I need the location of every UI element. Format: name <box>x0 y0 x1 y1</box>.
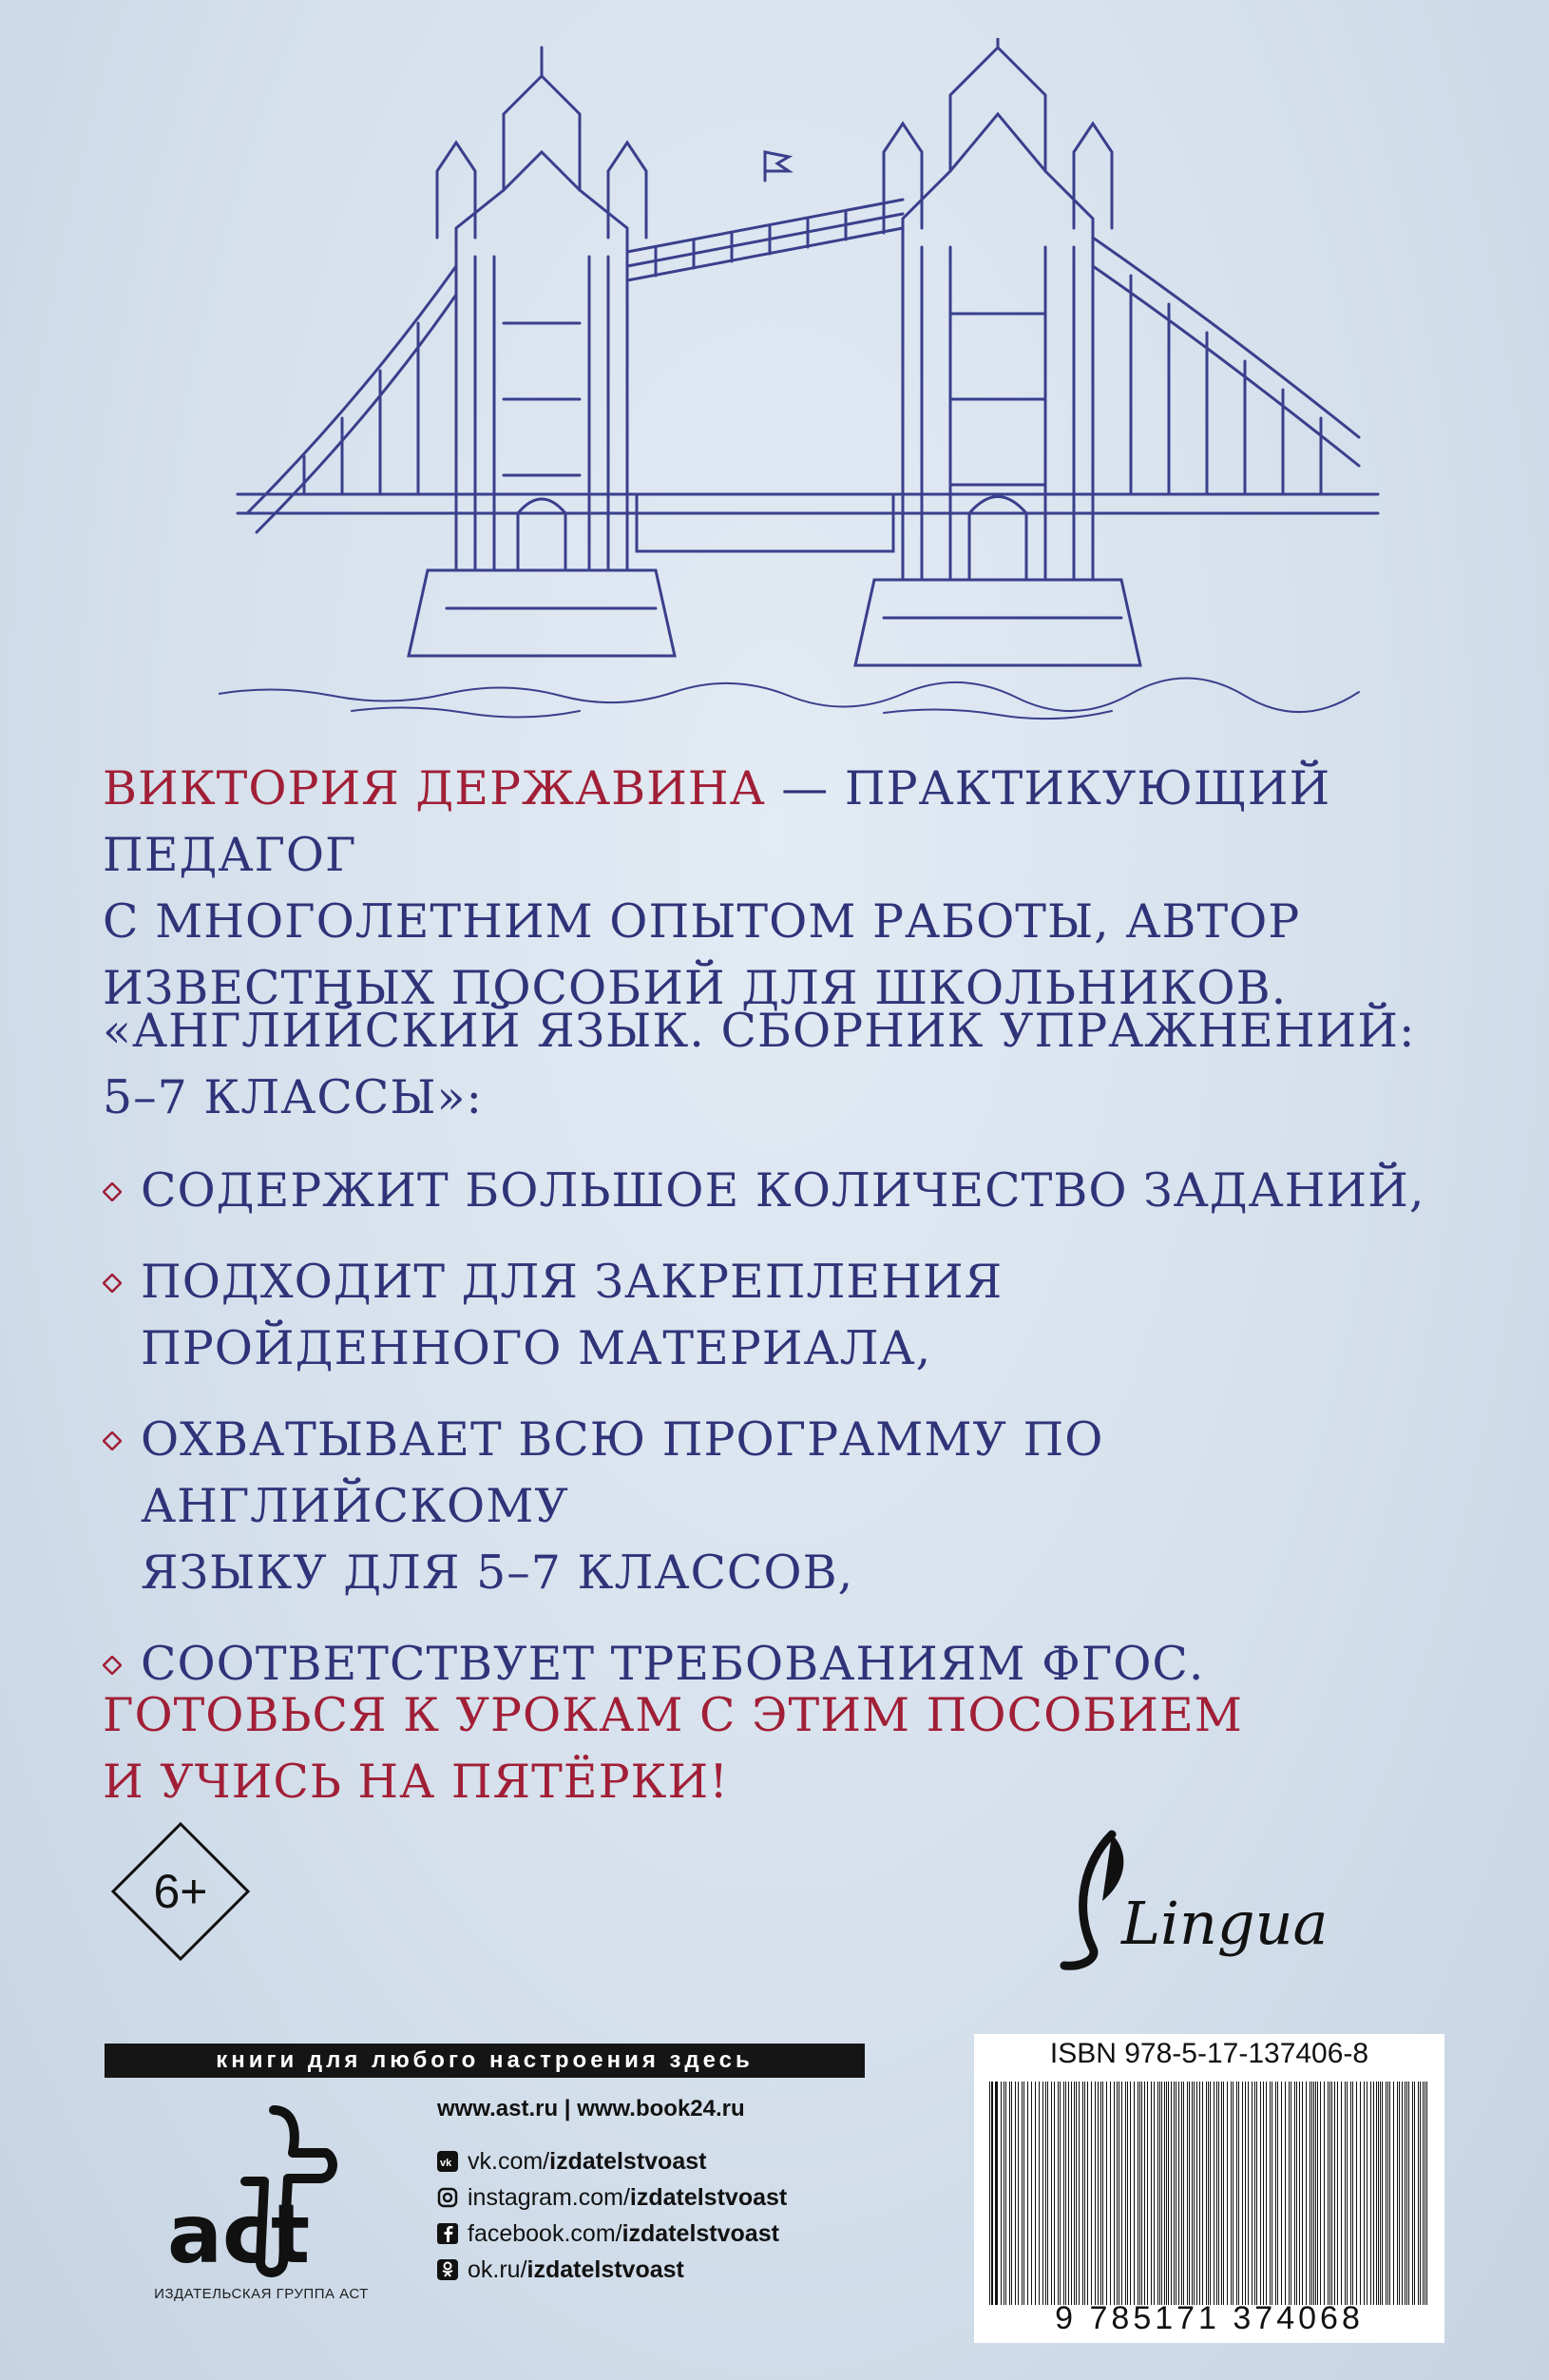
barcode-bar <box>1079 2082 1080 2305</box>
lingua-logo <box>1045 1825 1330 1977</box>
barcode-bar <box>1341 2082 1342 2305</box>
slogan-line: ГОТОВЬСЯ К УРОКАМ С ЭТИМ ПОСОБИЕМ <box>103 1688 1243 1742</box>
barcode-bar <box>1023 2082 1024 2305</box>
barcode-bar <box>1370 2082 1371 2305</box>
barcode-bar <box>1376 2082 1377 2305</box>
barcode-bar <box>1018 2082 1019 2305</box>
feature-text: ЯЗЫКУ ДЛЯ 5–7 КЛАССОВ, <box>141 1545 854 1600</box>
barcode-bar <box>1256 2082 1257 2305</box>
barcode-bar <box>1331 2082 1332 2305</box>
barcode-bar <box>1125 2082 1126 2305</box>
barcode-bar <box>1091 2082 1092 2305</box>
barcode-bar <box>1095 2082 1096 2305</box>
feature-text: ОХВАТЫВАЕТ ВСЮ ПРОГРАММУ ПО АНГЛИЙСКОМУ <box>141 1412 1104 1533</box>
barcode-bar <box>1302 2082 1303 2305</box>
barcode-bar <box>1281 2082 1282 2305</box>
ok-icon <box>437 2259 458 2280</box>
barcode-bar <box>1106 2082 1107 2305</box>
barcode-bar <box>1263 2082 1264 2305</box>
book-title <box>103 998 1490 1131</box>
barcode-bar <box>1063 2082 1064 2305</box>
barcode-bar <box>1364 2082 1365 2305</box>
barcode-bar <box>1296 2082 1297 2305</box>
barcode-bar <box>1027 2082 1028 2305</box>
barcode-bar <box>1001 2082 1002 2305</box>
barcode-bar <box>1412 2082 1413 2305</box>
barcode <box>985 2082 1433 2305</box>
isbn-block <box>974 2034 1444 2343</box>
facebook-icon <box>437 2223 458 2244</box>
barcode-bar <box>1248 2082 1249 2305</box>
barcode-bar <box>1418 2082 1419 2305</box>
barcode-bar <box>1117 2082 1118 2305</box>
barcode-bar <box>1252 2082 1253 2305</box>
diamond-bullet-icon <box>103 1431 122 1450</box>
barcode-bar <box>1042 2082 1043 2305</box>
barcode-bar <box>1352 2082 1353 2305</box>
barcode-bar <box>1378 2082 1379 2305</box>
barcode-bar <box>1356 2082 1357 2305</box>
feature-item <box>103 1407 1528 1606</box>
ast-logo <box>160 2101 340 2281</box>
barcode-bar <box>1087 2082 1088 2305</box>
barcode-bar <box>1324 2082 1325 2305</box>
slogan <box>103 1682 1243 1815</box>
barcode-bar <box>1178 2082 1179 2305</box>
barcode-bar <box>1183 2082 1184 2305</box>
barcode-bar <box>1071 2082 1072 2305</box>
barcode-bar <box>989 2082 990 2305</box>
barcode-bar <box>1194 2082 1195 2305</box>
barcode-bar <box>1082 2082 1083 2305</box>
barcode-bar <box>1223 2082 1224 2305</box>
barcode-bar <box>1242 2082 1243 2305</box>
barcode-bar <box>1208 2082 1209 2305</box>
barcode-bar <box>1311 2082 1312 2305</box>
barcode-bar <box>1405 2082 1406 2305</box>
barcode-bar <box>1254 2082 1255 2305</box>
social-link-vk[interactable]: vk vk.com/ izdatelstvoast <box>437 2143 787 2179</box>
barcode-bar <box>1329 2082 1330 2305</box>
author-desc-line: С МНОГОЛЕТНИМ ОПЫТОМ РАБОТЫ, АВТОР <box>103 894 1301 949</box>
barcode-bar <box>1187 2082 1188 2305</box>
author-name: ВИКТОРИЯ ДЕРЖАВИНА <box>103 761 766 816</box>
barcode-bar <box>1350 2082 1351 2305</box>
barcode-bar <box>1260 2082 1261 2305</box>
barcode-bar <box>1039 2082 1040 2305</box>
barcode-bar <box>1060 2082 1061 2305</box>
barcode-bar <box>1373 2082 1374 2305</box>
barcode-bar <box>1054 2082 1055 2305</box>
barcode-bar <box>1210 2082 1211 2305</box>
barcode-bar <box>1277 2082 1278 2305</box>
feature-text: ПРОЙДЕННОГО МАТЕРИАЛА, <box>141 1321 932 1375</box>
barcode-bar <box>1011 2082 1012 2305</box>
barcode-bar <box>1289 2082 1290 2305</box>
feature-item <box>103 1249 1528 1382</box>
svg-text:Lingua: Lingua <box>1121 1889 1329 1958</box>
barcode-bar <box>1337 2082 1338 2305</box>
barcode-bar <box>1045 2082 1046 2305</box>
barcode-bar <box>1031 2082 1032 2305</box>
barcode-bar <box>1102 2082 1103 2305</box>
barcode-bar <box>1414 2082 1415 2305</box>
barcode-bar <box>1159 2082 1160 2305</box>
diamond-bullet-icon <box>103 1182 122 1201</box>
barcode-bar <box>1192 2082 1193 2305</box>
barcode-bar <box>1423 2082 1424 2305</box>
barcode-bar <box>1387 2082 1388 2305</box>
social-link-facebook[interactable]: facebook.com/ izdatelstvoast <box>437 2216 787 2252</box>
barcode-bar <box>1035 2082 1036 2305</box>
barcode-bar <box>1360 2082 1361 2305</box>
barcode-bar <box>1164 2082 1165 2305</box>
barcode-bar <box>1402 2082 1403 2305</box>
barcode-bar <box>1270 2082 1271 2305</box>
barcode-bar <box>1144 2082 1145 2305</box>
barcode-bar <box>1154 2082 1155 2305</box>
barcode-bar <box>1231 2082 1232 2305</box>
barcode-bar <box>1393 2082 1394 2305</box>
tower-bridge-illustration <box>219 38 1397 722</box>
barcode-bar <box>1315 2082 1316 2305</box>
barcode-bar <box>1313 2082 1314 2305</box>
barcode-bar <box>1380 2082 1381 2305</box>
tagline-bar: книги для любого настроения здесь <box>105 2044 865 2078</box>
barcode-bar <box>1181 2082 1182 2305</box>
barcode-bar <box>1408 2082 1409 2305</box>
barcode-bar <box>1238 2082 1239 2305</box>
barcode-bar <box>1168 2082 1169 2305</box>
book-title-line: 5–7 КЛАССЫ»: <box>103 1070 484 1124</box>
age-rating-badge <box>109 1820 252 1963</box>
svg-text:act: act <box>167 2187 311 2281</box>
feature-text: ПОДХОДИТ ДЛЯ ЗАКРЕПЛЕНИЯ <box>141 1255 1004 1309</box>
barcode-bar <box>1202 2082 1203 2305</box>
barcode-bar <box>1266 2082 1267 2305</box>
barcode-bar <box>1015 2082 1016 2305</box>
barcode-bar <box>1275 2082 1276 2305</box>
barcode-bar <box>1345 2082 1346 2305</box>
barcode-bar <box>995 2082 998 2305</box>
author-desc-line: ИЗВЕСТНЫХ ПОСОБИЙ ДЛЯ ШКОЛЬНИКОВ. <box>103 961 1288 1015</box>
barcode-bar <box>1110 2082 1111 2305</box>
barcode-bar <box>1022 2082 1023 2305</box>
barcode-bar <box>1294 2082 1295 2305</box>
barcode-bar <box>1320 2082 1321 2305</box>
feature-list <box>141 1158 1528 1698</box>
barcode-bar <box>1076 2082 1077 2305</box>
barcode-bar <box>1426 2082 1427 2305</box>
barcode-bar <box>1399 2082 1400 2305</box>
publisher-sites[interactable]: www.ast.ru | www.book24.ru <box>437 2096 745 2121</box>
social-link-instagram[interactable]: instagram.com/ izdatelstvoast <box>437 2179 787 2216</box>
barcode-bar <box>1084 2082 1085 2305</box>
social-links <box>437 2143 787 2288</box>
slogan-line: И УЧИСЬ НА ПЯТЁРКИ! <box>103 1755 729 1809</box>
barcode-bar <box>1216 2082 1217 2305</box>
barcode-bar <box>1382 2082 1383 2305</box>
barcode-bar <box>1406 2082 1407 2305</box>
ast-caption: ИЗДАТЕЛЬСКАЯ ГРУППА АСТ <box>154 2286 369 2302</box>
barcode-bar <box>1134 2082 1135 2305</box>
barcode-bar <box>1189 2082 1190 2305</box>
barcode-bar <box>1157 2082 1158 2305</box>
barcode-bar <box>1285 2082 1286 2305</box>
barcode-bar <box>1005 2082 1006 2305</box>
barcode-bar <box>1166 2082 1167 2305</box>
barcode-bar <box>1130 2082 1131 2305</box>
barcode-bar <box>1147 2082 1148 2305</box>
diamond-bullet-icon <box>103 1656 122 1675</box>
barcode-bar <box>1334 2082 1335 2305</box>
barcode-bar <box>1347 2082 1348 2305</box>
barcode-bar <box>1317 2082 1318 2305</box>
barcode-bar <box>1141 2082 1142 2305</box>
barcode-bar <box>1098 2082 1099 2305</box>
barcode-bar <box>1127 2082 1128 2305</box>
feature-text: СОДЕРЖИТ БОЛЬШОЕ КОЛИЧЕСТВО ЗАДАНИЙ, <box>141 1163 1425 1218</box>
barcode-bar <box>1047 2082 1048 2305</box>
barcode-bar <box>1306 2082 1307 2305</box>
svg-text:vk: vk <box>440 2158 452 2169</box>
author-paragraph <box>103 756 1490 1022</box>
barcode-bar <box>1206 2082 1207 2305</box>
barcode-bar <box>1299 2082 1300 2305</box>
barcode-bar <box>1065 2082 1066 2305</box>
barcode-bar <box>1121 2082 1122 2305</box>
book-title-line: «АНГЛИЙСКИЙ ЯЗЫК. СБОРНИК УПРАЖНЕНИЙ: <box>103 1004 1416 1058</box>
barcode-bar <box>1245 2082 1246 2305</box>
barcode-bar <box>1114 2082 1115 2305</box>
feature-item <box>103 1158 1528 1224</box>
barcode-bar <box>1009 2082 1010 2305</box>
instagram-icon <box>437 2187 458 2208</box>
barcode-bar <box>1139 2082 1140 2305</box>
barcode-bar <box>1196 2082 1197 2305</box>
barcode-bar <box>1058 2082 1059 2305</box>
barcode-bar <box>1328 2082 1329 2305</box>
barcode-bar <box>1151 2082 1152 2305</box>
barcode-bar <box>1420 2082 1421 2305</box>
barcode-bar <box>1221 2082 1222 2305</box>
barcode-bar <box>1227 2082 1228 2305</box>
barcode-bar <box>1100 2082 1101 2305</box>
barcode-bar <box>1171 2082 1172 2305</box>
barcode-bar <box>1161 2082 1162 2305</box>
barcode-bar <box>1174 2082 1175 2305</box>
age-rating-label: 6+ <box>153 1865 208 1918</box>
social-link-ok[interactable]: ok.ru/ izdatelstvoast <box>437 2252 787 2288</box>
barcode-bar <box>1218 2082 1219 2305</box>
feature-text: СООТВЕТСТВУЕТ ТРЕБОВАНИЯМ ФГОС. <box>141 1637 1205 1691</box>
barcode-bar <box>1236 2082 1237 2305</box>
barcode-bar <box>1068 2082 1069 2305</box>
author-desc: — ПРАКТИКУЮЩИЙ ПЕДАГОГ <box>103 761 1331 882</box>
barcode-bar <box>1051 2082 1052 2305</box>
barcode-bar <box>991 2082 993 2305</box>
diamond-bullet-icon <box>103 1274 122 1293</box>
barcode-bar <box>1199 2082 1200 2305</box>
isbn-label: ISBN 978-5-17-137406-8 <box>1049 2038 1369 2069</box>
isbn-digits: 9 785171 374068 <box>1055 2300 1364 2336</box>
vk-icon <box>437 2151 458 2172</box>
barcode-bar <box>1074 2082 1075 2305</box>
barcode-bar <box>1397 2082 1398 2305</box>
barcode-bar <box>1389 2082 1390 2305</box>
